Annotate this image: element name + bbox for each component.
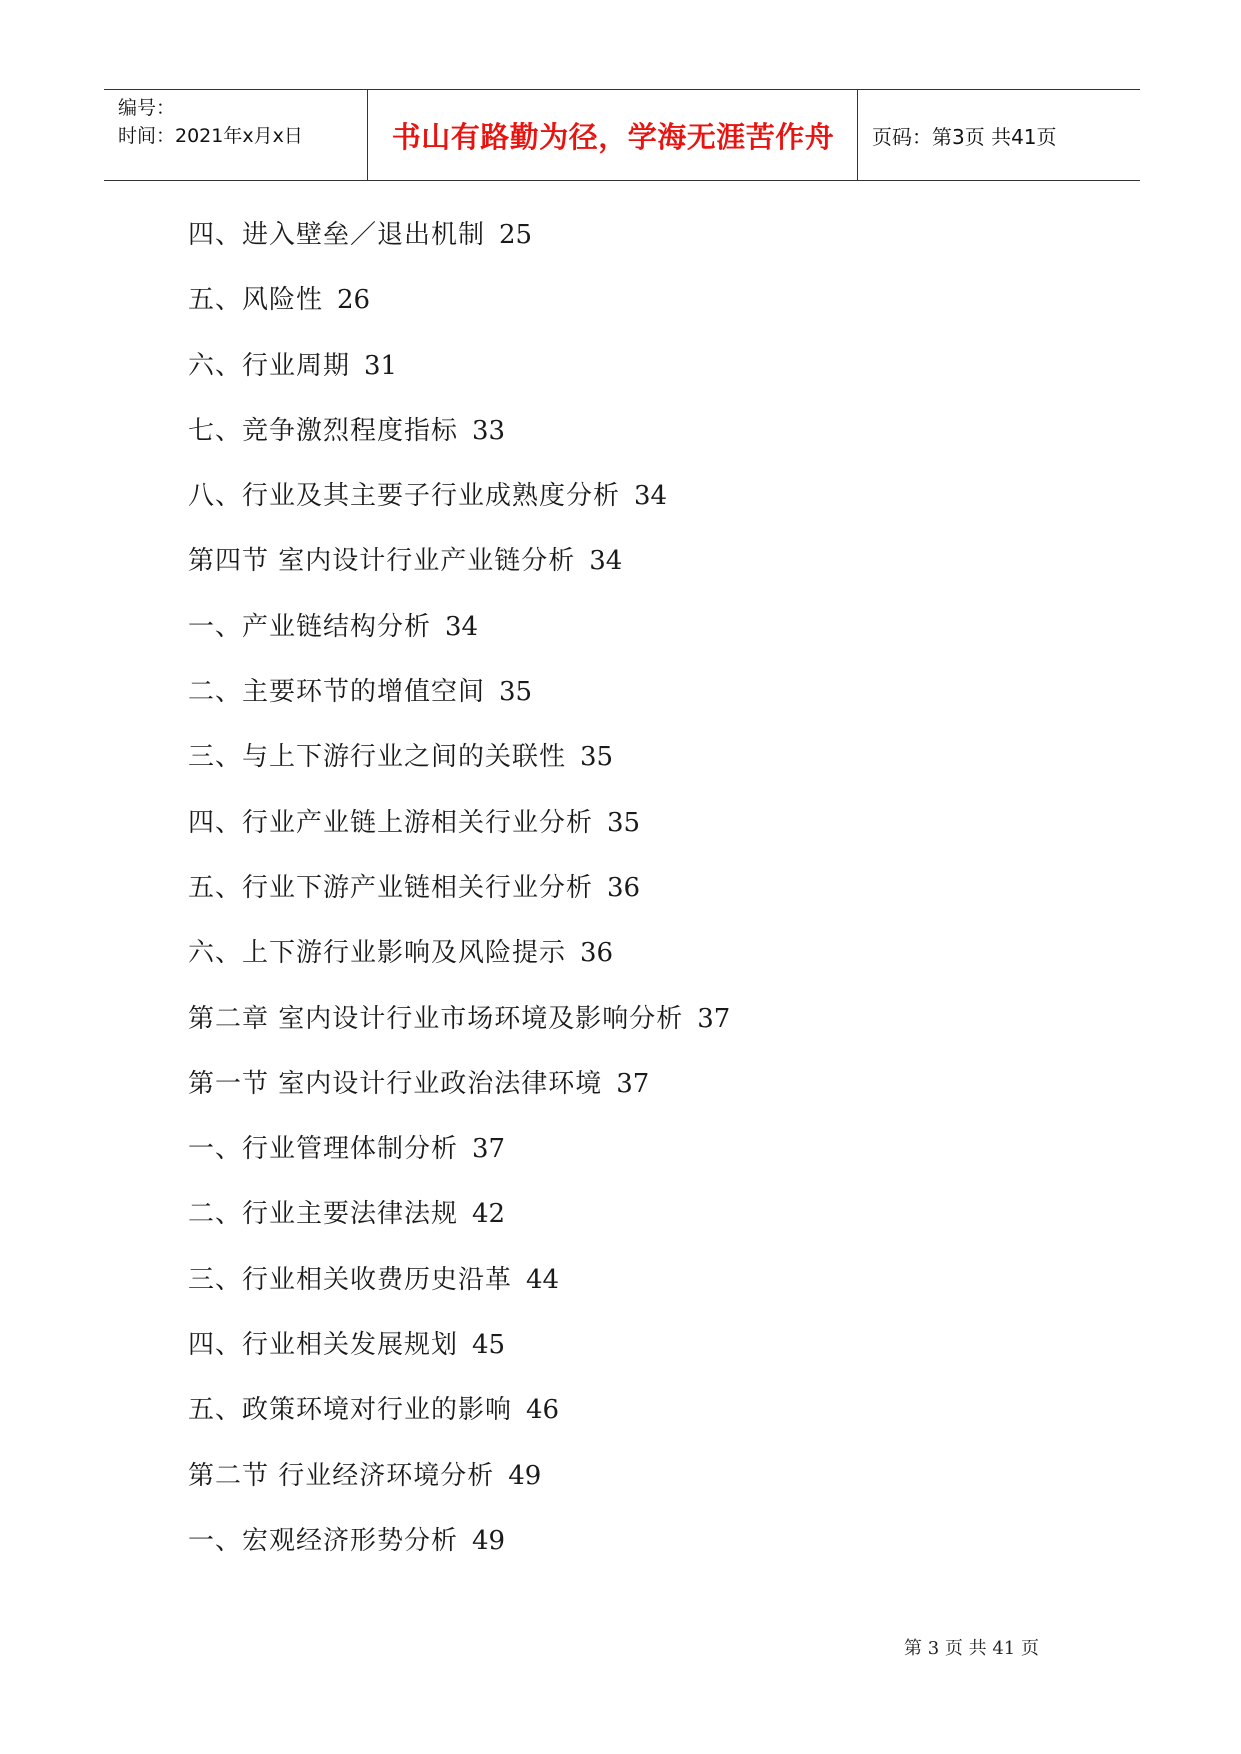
toc-entry[interactable] xyxy=(188,1136,730,1201)
toc-entry-title: 三、行业相关收费历史沿革 xyxy=(188,1264,513,1295)
toc-entry-title: 第四节 室内设计行业产业链分析 xyxy=(188,546,576,577)
toc-entry-page: 34 xyxy=(589,546,623,577)
toc-entry-page: 34 xyxy=(445,611,479,642)
toc-entry-page: 37 xyxy=(697,1003,731,1034)
toc-entry-title: 八、行业及其主要子行业成熟度分析 xyxy=(188,481,621,512)
toc-entry[interactable] xyxy=(188,548,730,613)
toc-entry-title: 第二章 室内设计行业市场环境及影响分析 xyxy=(188,1003,684,1034)
header-meta xyxy=(118,94,303,150)
toc-entry-title: 二、行业主要法律法规 xyxy=(188,1199,459,1230)
toc-entry-title: 五、政策环境对行业的影响 xyxy=(188,1395,513,1426)
toc-entry-page: 49 xyxy=(472,1525,506,1556)
header-motto: 书山有路勤为径，学海无涯苦作舟 xyxy=(391,119,835,154)
toc-entry-page: 37 xyxy=(472,1134,506,1165)
toc-entry-page: 37 xyxy=(616,1068,650,1099)
toc-entry[interactable] xyxy=(188,483,730,548)
toc-entry[interactable] xyxy=(188,679,730,744)
page-footer: 第 3 页 共 41 页 xyxy=(904,1638,1039,1659)
toc-entry-page: 35 xyxy=(607,807,641,838)
toc-entry-page: 36 xyxy=(607,872,641,903)
toc-entry-page: 25 xyxy=(499,220,533,250)
toc-entry-page: 42 xyxy=(472,1199,506,1230)
toc-entry-title: 一、行业管理体制分析 xyxy=(188,1134,459,1165)
toc-entry[interactable] xyxy=(188,222,730,287)
toc-entry-title: 五、行业下游产业链相关行业分析 xyxy=(188,872,594,903)
toc-entry-page: 49 xyxy=(508,1460,542,1491)
toc-entry-page: 31 xyxy=(364,350,398,381)
toc-entry-title: 四、行业相关发展规划 xyxy=(188,1330,459,1361)
toc-entry[interactable] xyxy=(188,1201,730,1266)
toc-entry-page: 44 xyxy=(526,1264,560,1295)
toc-entry[interactable] xyxy=(188,807,730,875)
toc-entry[interactable] xyxy=(188,415,730,483)
table-of-contents xyxy=(188,222,730,1593)
toc-entry-title: 四、行业产业链上游相关行业分析 xyxy=(188,807,594,838)
toc-entry-page: 33 xyxy=(472,415,506,446)
toc-entry-title: 第一节 室内设计行业政治法律环境 xyxy=(188,1068,603,1099)
toc-entry[interactable] xyxy=(188,1525,730,1593)
toc-entry-title: 一、宏观经济形势分析 xyxy=(188,1525,459,1556)
header-divider xyxy=(367,90,368,180)
toc-entry-page: 26 xyxy=(337,285,371,316)
toc-entry-title: 六、行业周期 xyxy=(188,350,351,381)
toc-entry-title: 六、上下游行业影响及风险提示 xyxy=(188,938,567,969)
toc-entry-title: 五、风险性 xyxy=(188,285,324,316)
toc-entry-title: 二、主要环节的增值空间 xyxy=(188,677,486,708)
toc-entry-page: 34 xyxy=(634,481,668,512)
toc-entry-page: 45 xyxy=(472,1330,506,1361)
toc-entry[interactable] xyxy=(188,744,730,809)
toc-entry-title: 三、与上下游行业之间的关联性 xyxy=(188,742,567,773)
toc-entry-title: 一、产业链结构分析 xyxy=(188,611,432,642)
toc-entry[interactable] xyxy=(188,611,730,679)
toc-entry[interactable] xyxy=(188,1460,730,1528)
header-page-number: 页码：第3页 共41页 xyxy=(872,124,1057,149)
toc-entry-page: 35 xyxy=(499,677,533,708)
toc-entry-page: 36 xyxy=(580,938,614,969)
toc-entry[interactable] xyxy=(188,872,730,940)
document-number-label: 编号： xyxy=(118,97,176,119)
toc-entry[interactable] xyxy=(188,940,730,1005)
toc-entry[interactable] xyxy=(188,350,730,418)
toc-entry-page: 35 xyxy=(580,742,614,773)
toc-entry[interactable] xyxy=(188,1264,730,1332)
toc-entry-title: 第二节 行业经济环境分析 xyxy=(188,1460,495,1491)
toc-entry[interactable] xyxy=(188,1397,730,1462)
toc-entry-page: 46 xyxy=(526,1395,560,1426)
toc-entry-title: 七、竞争激烈程度指标 xyxy=(188,415,459,446)
header-divider xyxy=(857,90,858,180)
toc-entry[interactable] xyxy=(188,1332,730,1397)
toc-entry[interactable] xyxy=(188,287,730,352)
document-time-label: 时间：2021年x月x日 xyxy=(118,125,303,147)
page-header xyxy=(104,89,1140,181)
toc-entry-title: 四、进入壁垒／退出机制 xyxy=(188,220,486,250)
toc-entry[interactable] xyxy=(188,1003,731,1071)
toc-entry[interactable] xyxy=(188,1068,730,1136)
